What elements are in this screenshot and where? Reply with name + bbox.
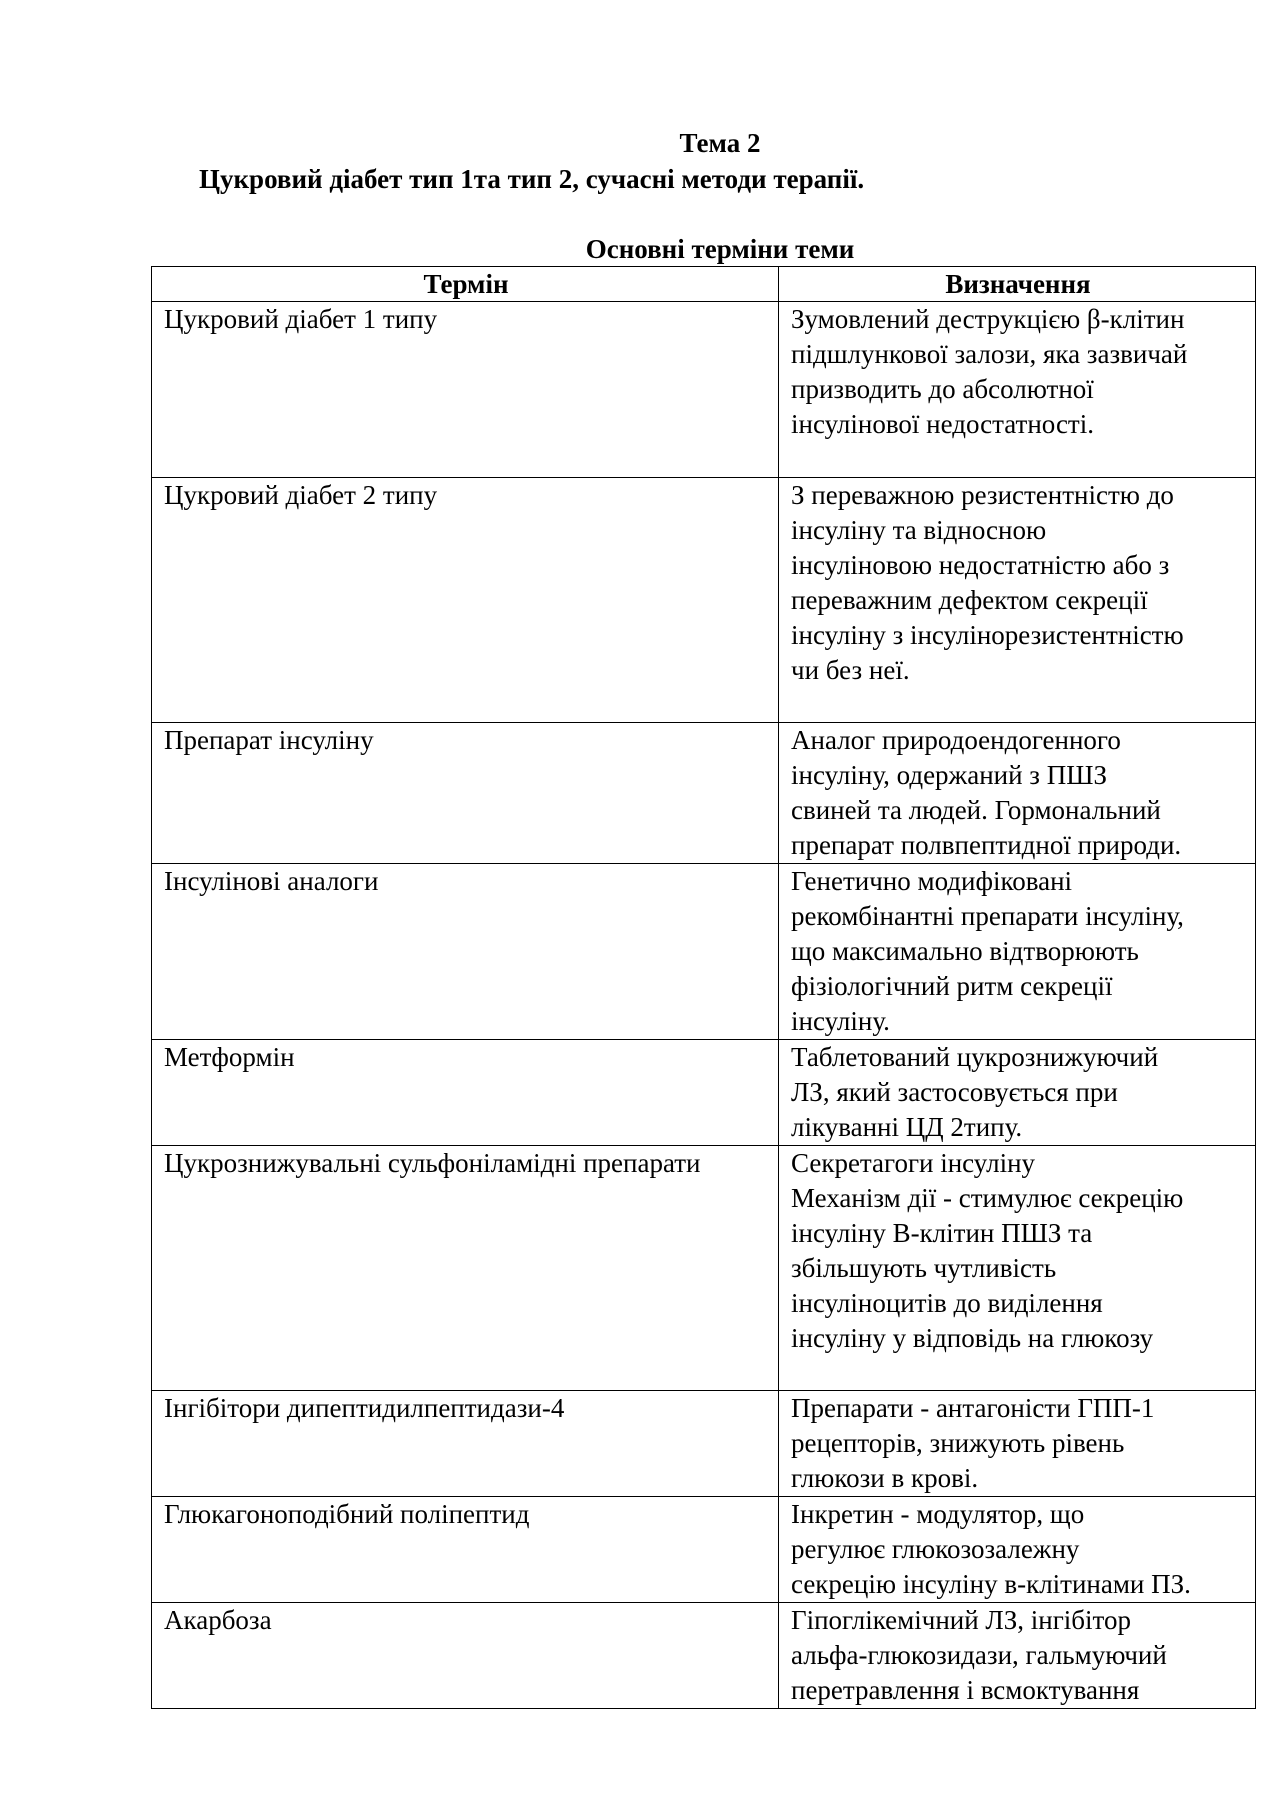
definition-cell [779,478,1256,723]
term-cell [152,1391,779,1497]
definition-text: Гіпоглікемічний ЛЗ, інгібітор альфа-глюкозидази, гальмуючий перетравлення і всмоктування [791,1605,1167,1705]
document-title: Тема 2 [679,128,761,158]
table-caption: Основні терміни теми [585,234,855,264]
definition-cell [779,1497,1256,1603]
table-row [152,1040,1256,1146]
term-text: Інгібітори дипептидилпептидази-4 [164,1393,565,1423]
term-cell [152,302,779,478]
term-cell [152,1040,779,1146]
definition-cell [779,302,1256,478]
term-text: Препарат інсуліну [164,725,374,755]
column-header-definition: Визначення [779,267,1256,302]
table-row [152,723,1256,864]
definition-cell [779,1146,1256,1391]
definition-text: Аналог природоендогенного інсуліну, одержаний з ПШЗ свиней та людей. Гормональний препарат полвпептидної природи. [791,725,1182,860]
definition-cell [779,723,1256,864]
term-text: Інсулінові аналоги [164,866,379,896]
term-text: Цукровий діабет 1 типу [164,304,438,334]
table-header-row [152,267,1256,302]
term-text: Цукровий діабет 2 типу [164,480,438,510]
definition-text: Таблетований цукрознижуючий ЛЗ, який застосовується при лікуванні ЦД 2типу. [791,1042,1159,1142]
definition-cell [779,864,1256,1040]
term-cell [152,723,779,864]
document-subtitle: Цукровий діабет тип 1та тип 2, сучасні методи терапії. [199,164,865,194]
table-row [152,1497,1256,1603]
term-cell [152,478,779,723]
term-cell [152,1603,779,1709]
table-row [152,302,1256,478]
definition-text: Генетично модифіковані рекомбінантні препарати інсуліну, що максимально відтворюють фізіологічний ритм секреції інсуліну. [791,866,1184,1036]
definition-cell [779,1603,1256,1709]
definition-text: Секретагоги інсуліну Механізм дії - стимулює секрецію інсуліну В-клітин ПШЗ та збільшують чутливість інсуліноцитів до виділення інсуліну у відповідь на глюкозу [791,1148,1184,1353]
table-row [152,1603,1256,1709]
column-header-term: Термін [152,267,779,302]
term-text: Метформін [164,1042,295,1072]
term-cell [152,864,779,1040]
term-text: Акарбоза [164,1605,272,1635]
term-text: Глюкагоноподібний поліпептид [164,1499,530,1529]
term-cell [152,1497,779,1603]
definition-text: Зумовлений деструкцією β-клітин підшлункової залози, яка зазвичай призводить до абсолютної інсулінової недостатності. [791,304,1188,439]
terms-table [151,266,1256,1709]
definition-text: Препарати - антагоністи ГПП-1 рецепторів, знижують рівень глюкози в крові. [791,1393,1155,1493]
definition-text: Інкретин - модулятор, що регулює глюкозозалежну секрецію інсуліну в-клітинами ПЗ. [791,1499,1191,1599]
definition-cell [779,1391,1256,1497]
term-text: Цукрознижувальні сульфоніламідні препарати [164,1148,701,1178]
table-row [152,478,1256,723]
table-row [152,1146,1256,1391]
term-cell [152,1146,779,1391]
table-row [152,864,1256,1040]
definition-cell [779,1040,1256,1146]
definition-text: З переважною резистентністю до інсуліну та відносною інсуліновою недостатністю або з переважним дефектом секреції інсуліну з інсулінорезистентністю чи без неї. [791,480,1184,685]
table-row [152,1391,1256,1497]
